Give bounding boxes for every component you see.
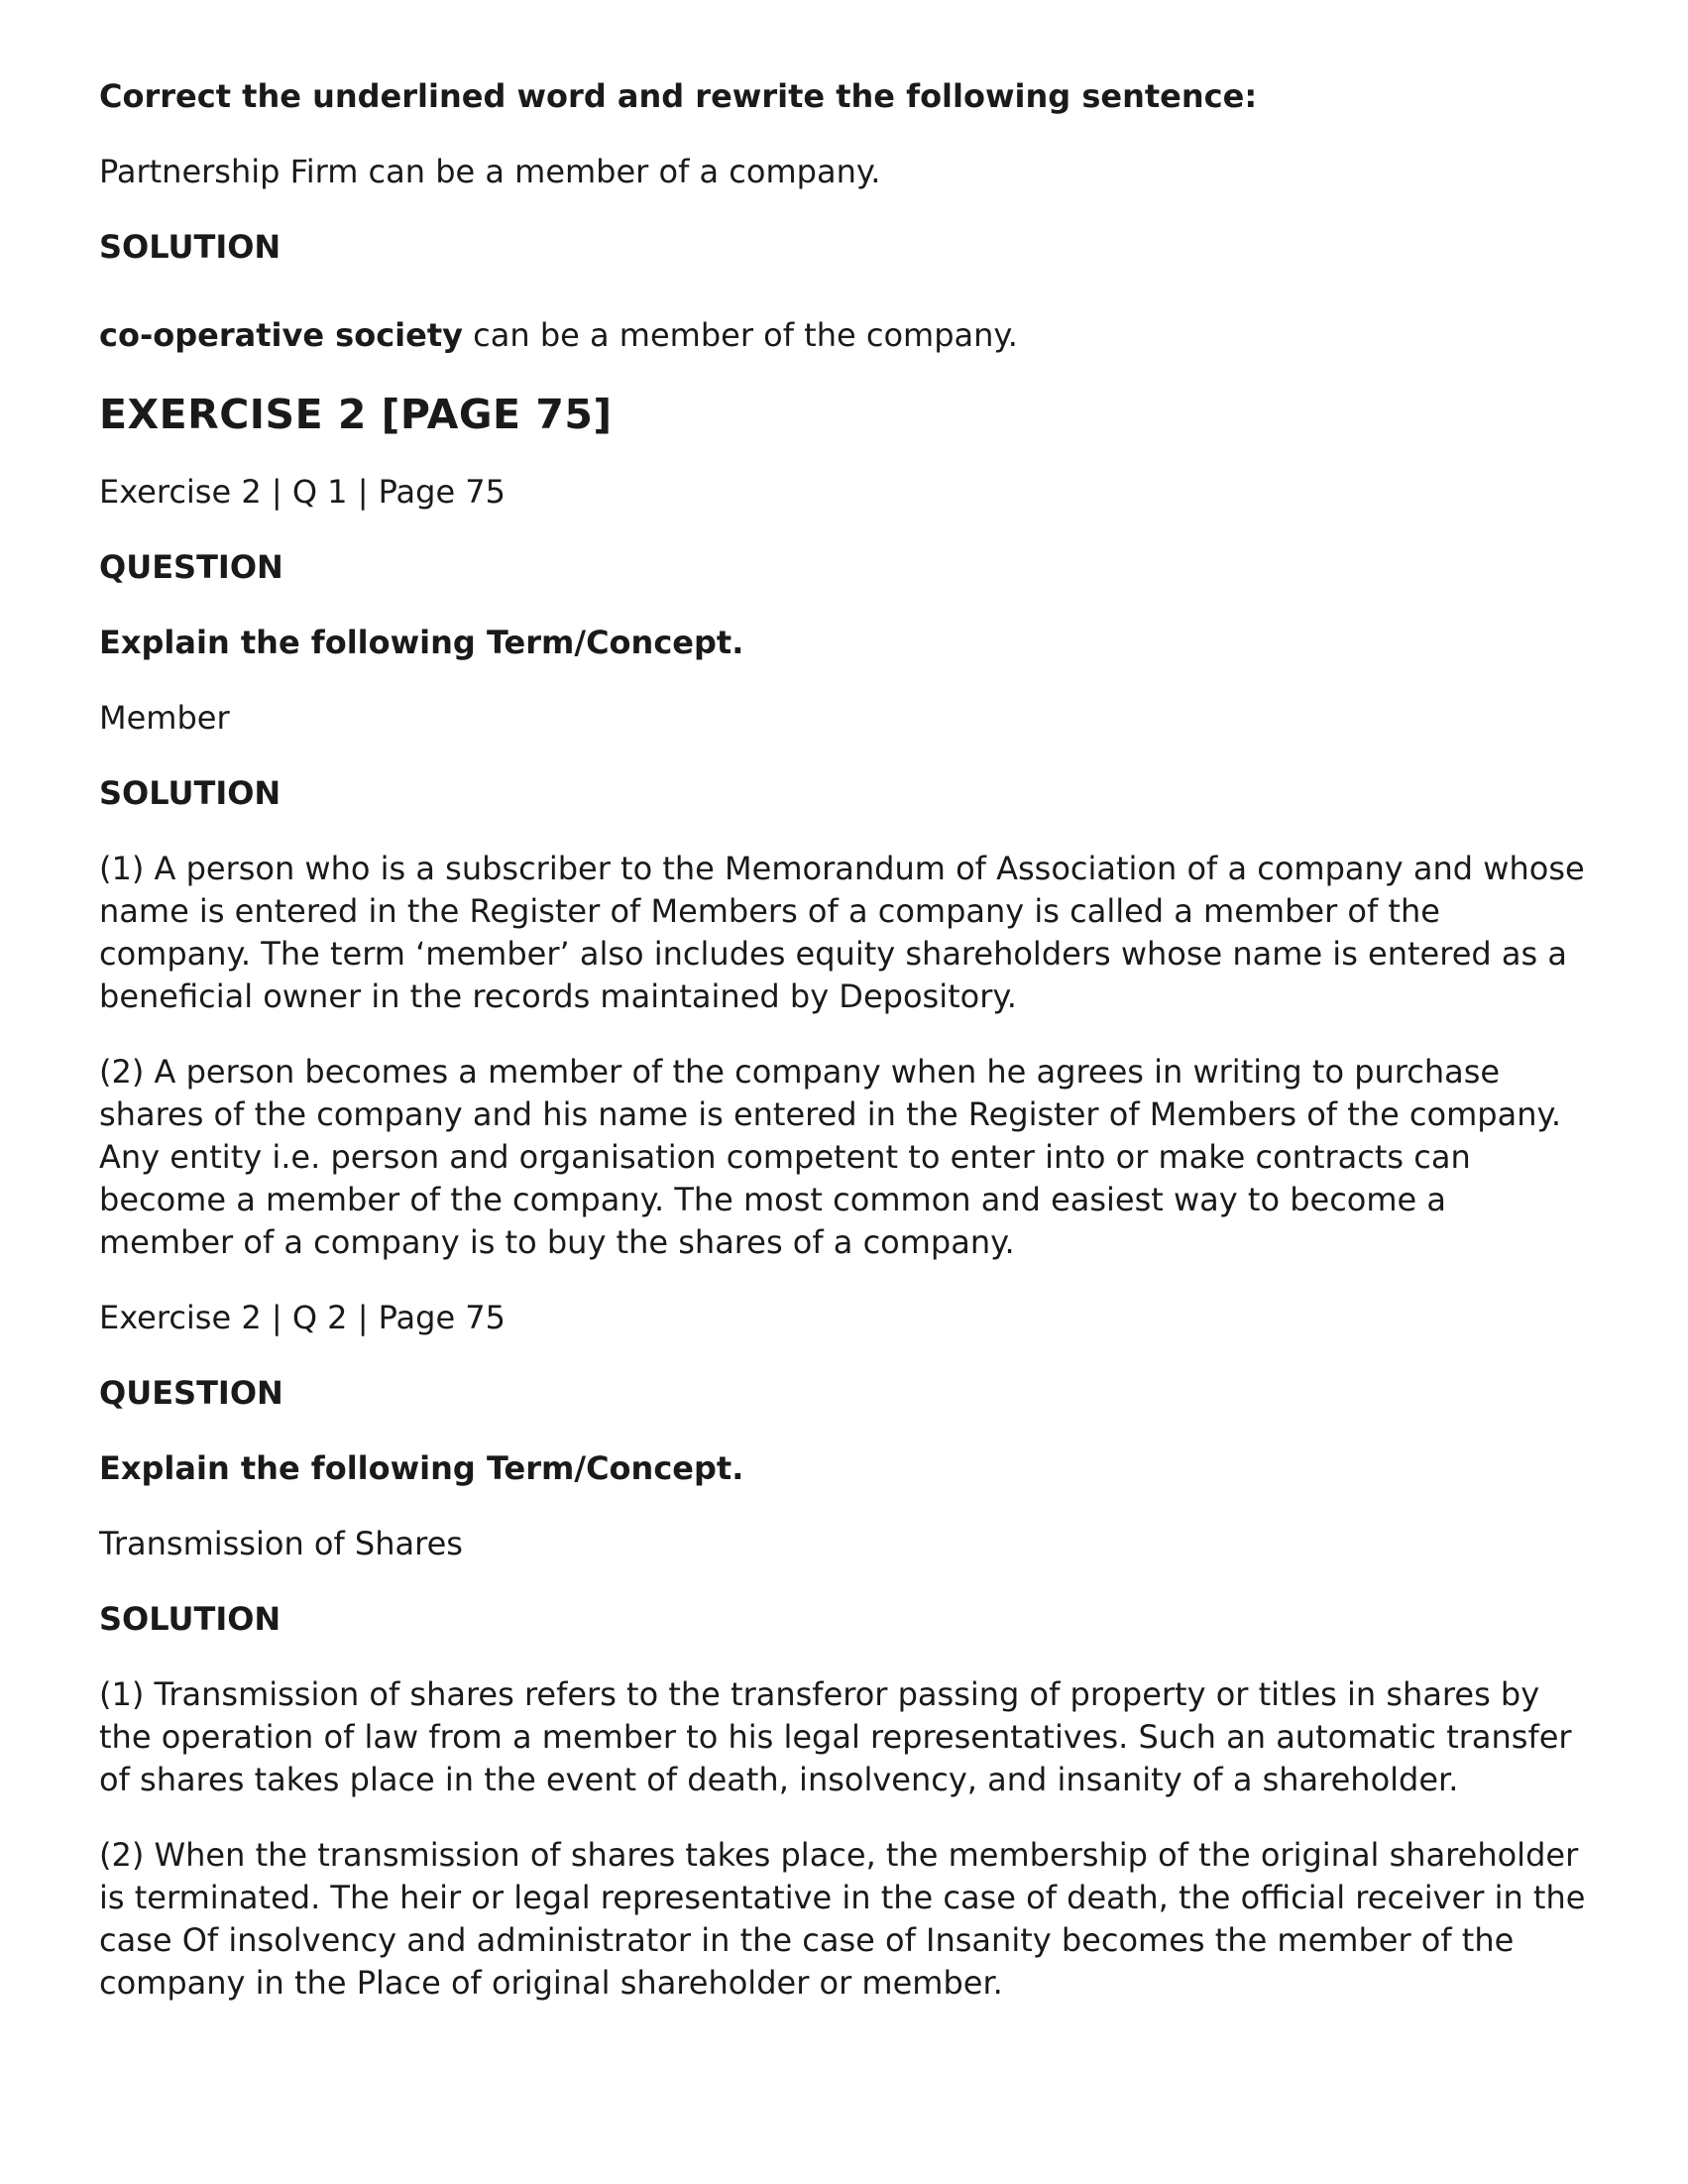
question-instruction: Explain the following Term/Concept. (99, 1449, 744, 1487)
question-2 (99, 1297, 1586, 2005)
question-label: QUESTION (99, 548, 283, 586)
solution-paragraph: (2) A person becomes a member of the company when he agrees in writing to purchase shares of the company and his name is entered in the Register of Members of the company. Any entity i.e. person and organisation competent to enter into or make contracts can become a member of the company. The most common and easiest way to become a member of a company is to buy the shares of a company. (99, 1053, 1562, 1261)
intro-answer-rest: can be a member of the company. (463, 316, 1018, 354)
solution-label: SOLUTION (99, 774, 281, 812)
intro-prompt: Correct the underlined word and rewrite the following sentence: (99, 77, 1258, 115)
intro-sentence: Partnership Firm can be a member of a company. (99, 153, 881, 190)
question-label: QUESTION (99, 1374, 283, 1412)
question-meta: Exercise 2 | Q 1 | Page 75 (99, 473, 506, 511)
solution-paragraph: (1) A person who is a subscriber to the Memorandum of Association of a company and whose name is entered in the Register of Members of a company is called a member of the company. The term ‘member’ also includes equity shareholders whose name is entered as a beneficial owner in the records maintained by Depository. (99, 850, 1585, 1015)
question-meta: Exercise 2 | Q 2 | Page 75 (99, 1299, 506, 1336)
question-term: Member (99, 699, 230, 737)
question-term: Transmission of Shares (99, 1525, 463, 1562)
document-page (99, 75, 1586, 2037)
intro-solution-label: SOLUTION (99, 228, 281, 266)
question-1 (99, 471, 1586, 1264)
exercise-heading: EXERCISE 2 [PAGE 75] (99, 391, 613, 438)
solution-paragraph: (1) Transmission of shares refers to the transferor passing of property or titles in shares by the operation of law from a member to his legal representatives. Such an automatic transfer of shares takes place in the event of death, insolvency, and insanity of a shareholder. (99, 1675, 1572, 1798)
question-instruction: Explain the following Term/Concept. (99, 624, 744, 661)
intro-answer (99, 314, 1586, 357)
solution-label: SOLUTION (99, 1600, 281, 1638)
intro-answer-bold: co-operative society (99, 316, 463, 354)
solution-paragraph: (2) When the transmission of shares takes place, the membership of the original shareholder is terminated. The heir or legal representative in the case of death, the official receiver in the case Of insolvency and administrator in the case of Insanity becomes the member of the company in the Place of original shareholder or member. (99, 1836, 1586, 2002)
